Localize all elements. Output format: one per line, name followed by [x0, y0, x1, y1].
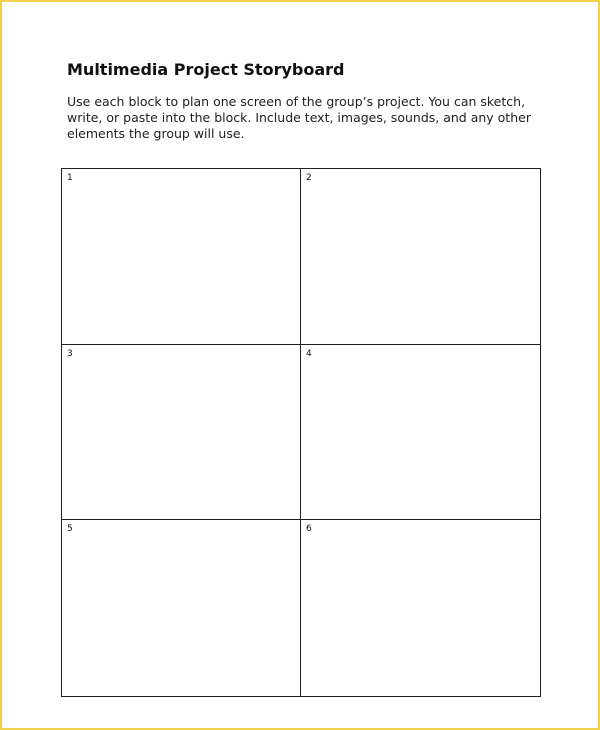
block-number: 5 — [67, 524, 73, 534]
storyboard-block-4[interactable] — [301, 345, 540, 520]
storyboard-block-6[interactable] — [301, 520, 540, 696]
storyboard-block-5[interactable] — [62, 520, 301, 696]
block-number: 1 — [67, 173, 73, 183]
page-title: Multimedia Project Storyboard — [67, 60, 345, 79]
storyboard-block-2[interactable] — [301, 169, 540, 345]
instructions-text: Use each block to plan one screen of the group’s project. You can sketch, write, or paste into the block. Include text, images, sounds, and any other elements the group will use. — [67, 94, 531, 141]
block-number: 3 — [67, 349, 73, 359]
block-number: 2 — [306, 173, 312, 183]
storyboard-grid — [61, 168, 541, 697]
block-number: 6 — [306, 524, 312, 534]
storyboard-block-3[interactable] — [62, 345, 301, 520]
storyboard-block-1[interactable] — [62, 169, 301, 345]
block-number: 4 — [306, 349, 312, 359]
